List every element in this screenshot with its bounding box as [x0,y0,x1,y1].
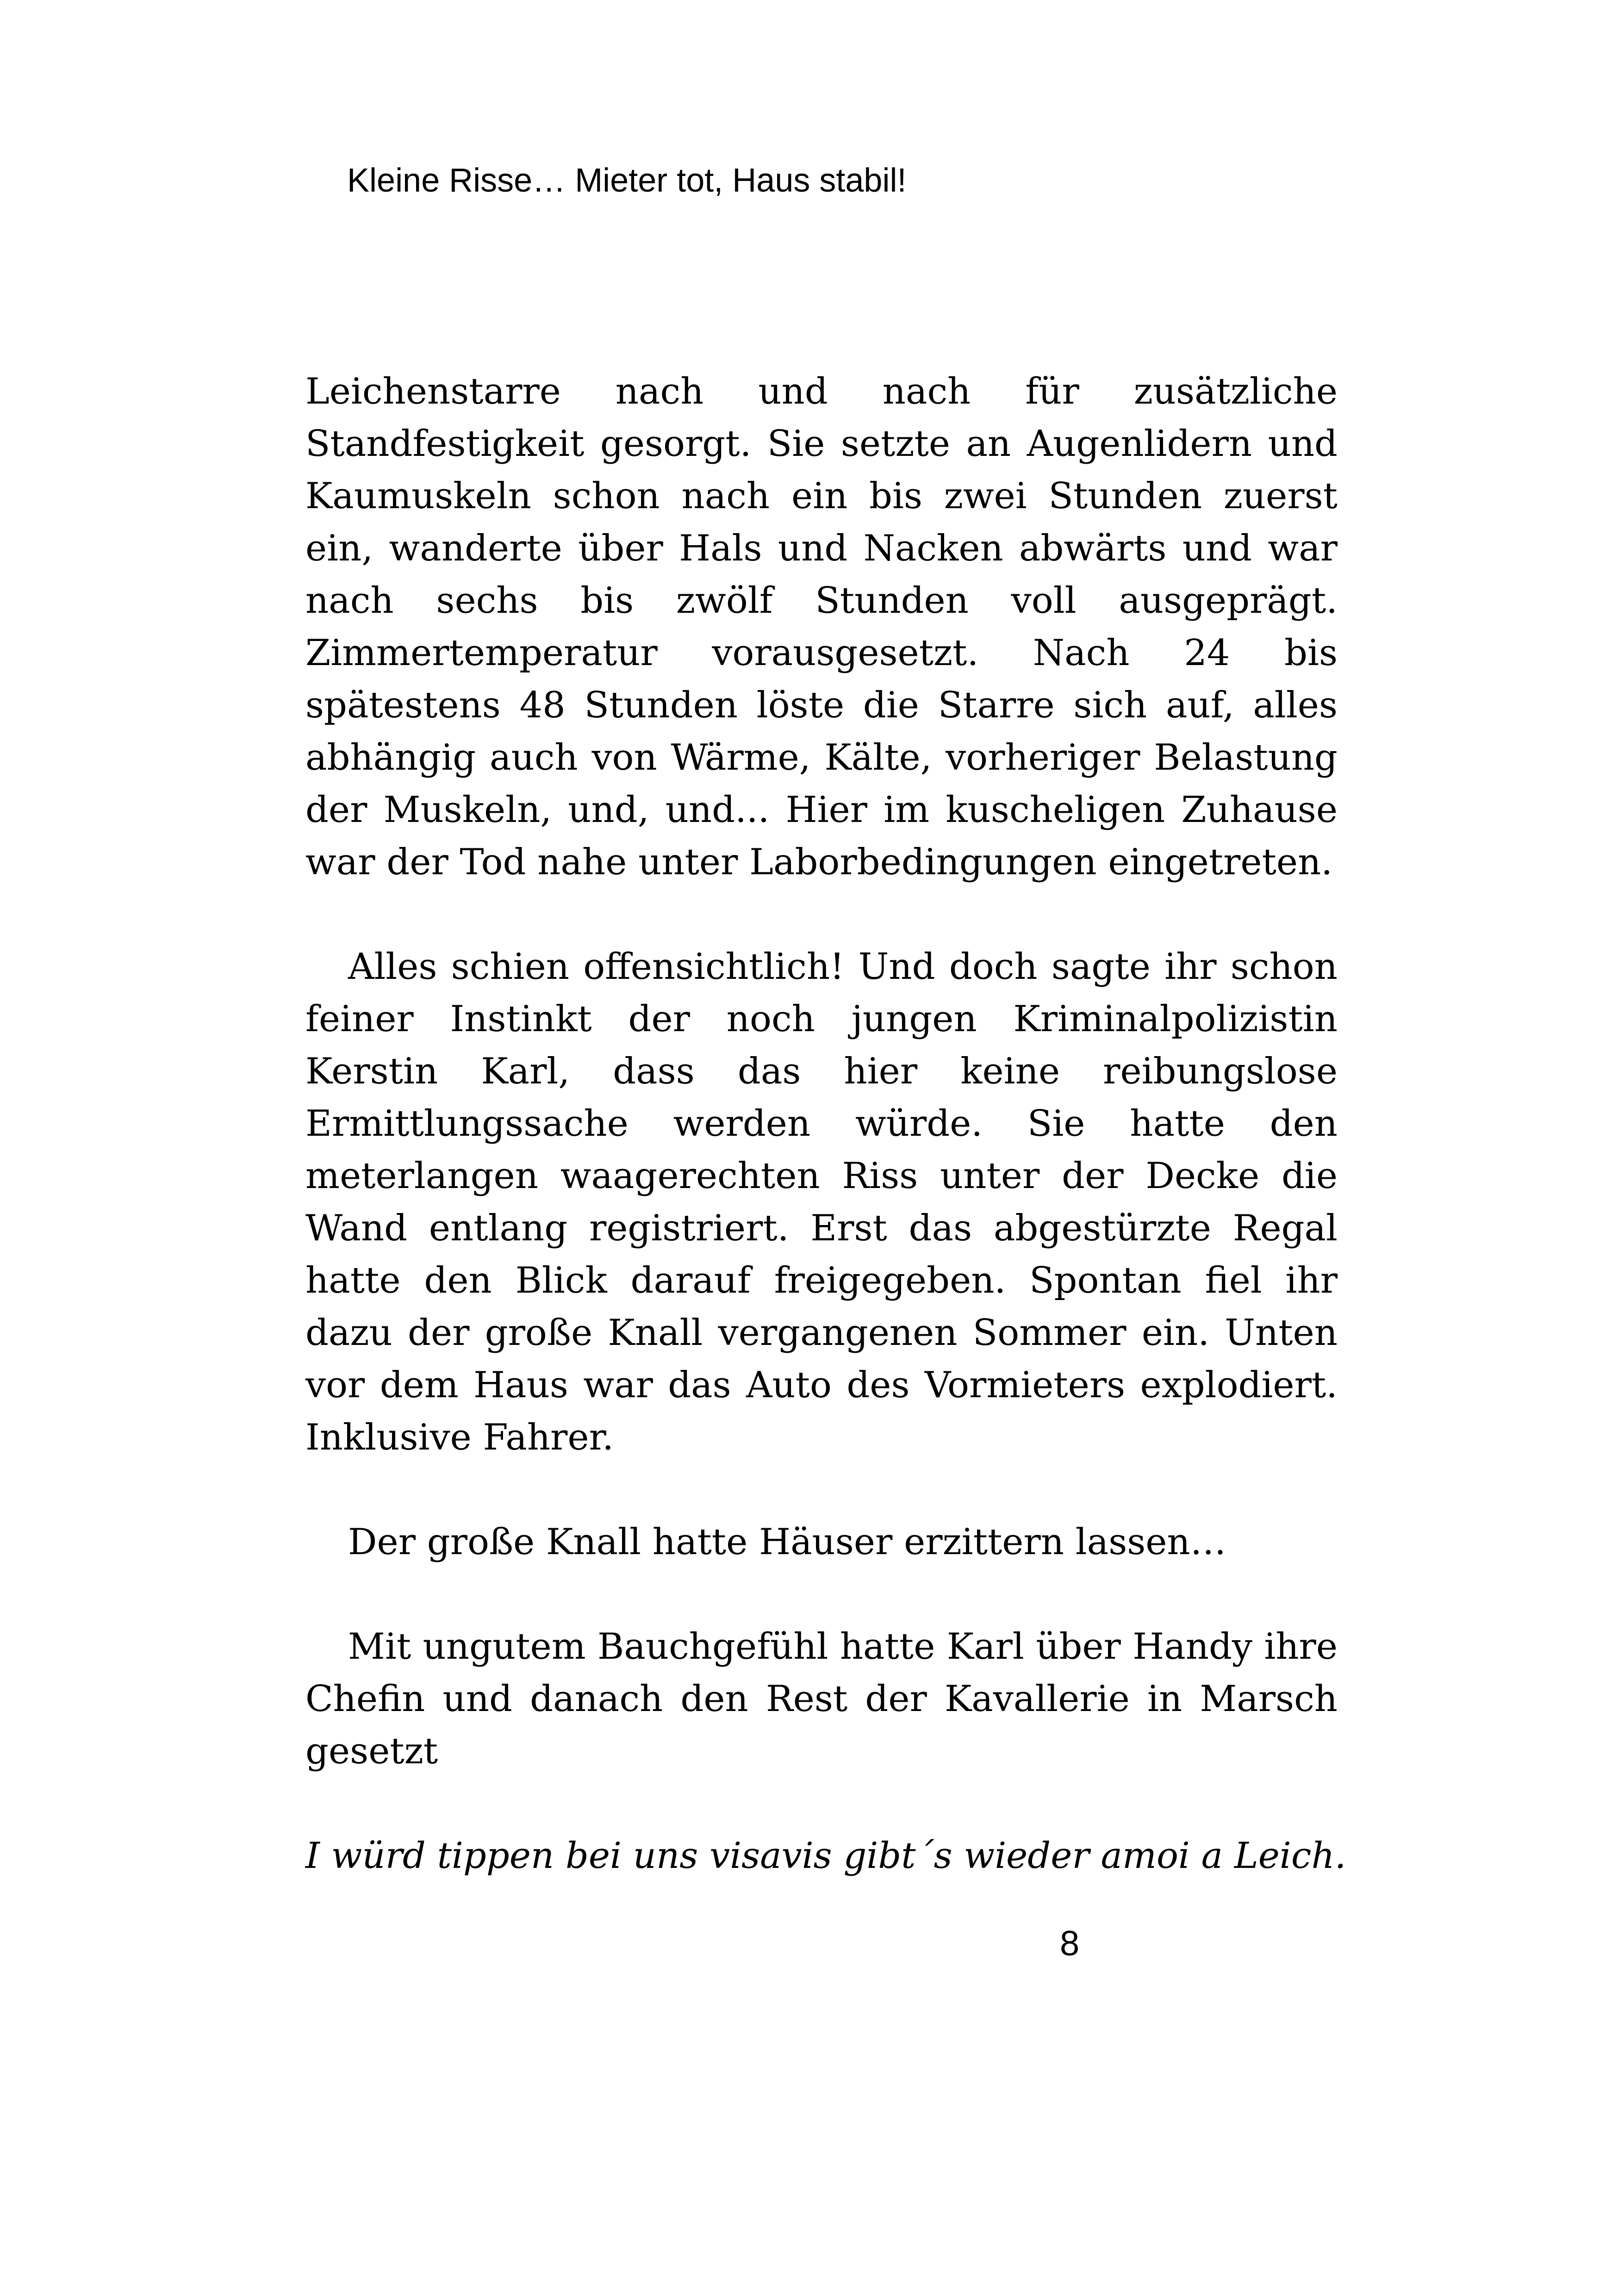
paragraph-big-bang: Der große Knall hatte Häuser erzittern lassen… [348,1521,1226,1563]
paragraph-instinct: Alles schien offensichtlich! Und doch sagte ihr schon feiner Instinkt der noch jungen Kriminalpolizistin Kerstin Karl, dass das hier keine reibungslose Ermittlungssache werden würde. Sie hatte den meterlangen waagerechten Riss unter der Decke die Wand entlang registriert. Erst das abgestürzte Regal hatte den Blick darauf freigegeben. Spontan fiel ihr dazu der große Knall vergangenen Sommer ein. Unten vor dem Haus war das Auto des Vormieters explodiert. Inklusive Fahrer. [305,946,1338,1458]
body-text [305,366,1346,1882]
paragraph-gut-feeling: Mit ungutem Bauchgefühl hatte Karl über Handy ihre Chefin und danach den Rest der Kavallerie in Marsch gesetzt [305,1626,1338,1772]
dialect-quote: I würd tippen bei uns visavis gibt´s wieder amoi a Leich. [305,1835,1346,1877]
page-number: 8 [1060,1924,1080,1963]
running-header: Kleine Risse… Mieter tot, Haus stabil! [347,162,907,199]
paragraph-rigor-mortis: Leichenstarre nach und nach für zusätzliche Standfestigkeit gesorgt. Sie setzte an Augenlidern und Kaumuskeln schon nach ein bis zwei Stunden zuerst ein, wanderte über Hals und Nacken abwärts und war nach sechs bis zwölf Stunden voll ausgeprägt. Zimmertemperatur vorausgesetzt. Nach 24 bis spätestens 48 Stunden löste die Starre sich auf, alles abhängig auch von Wärme, Kälte, vorheriger Belastung der Muskeln, und, und... Hier im kuscheligen Zuhause war der Tod nahe unter Laborbedingungen eingetreten. [305,371,1338,883]
